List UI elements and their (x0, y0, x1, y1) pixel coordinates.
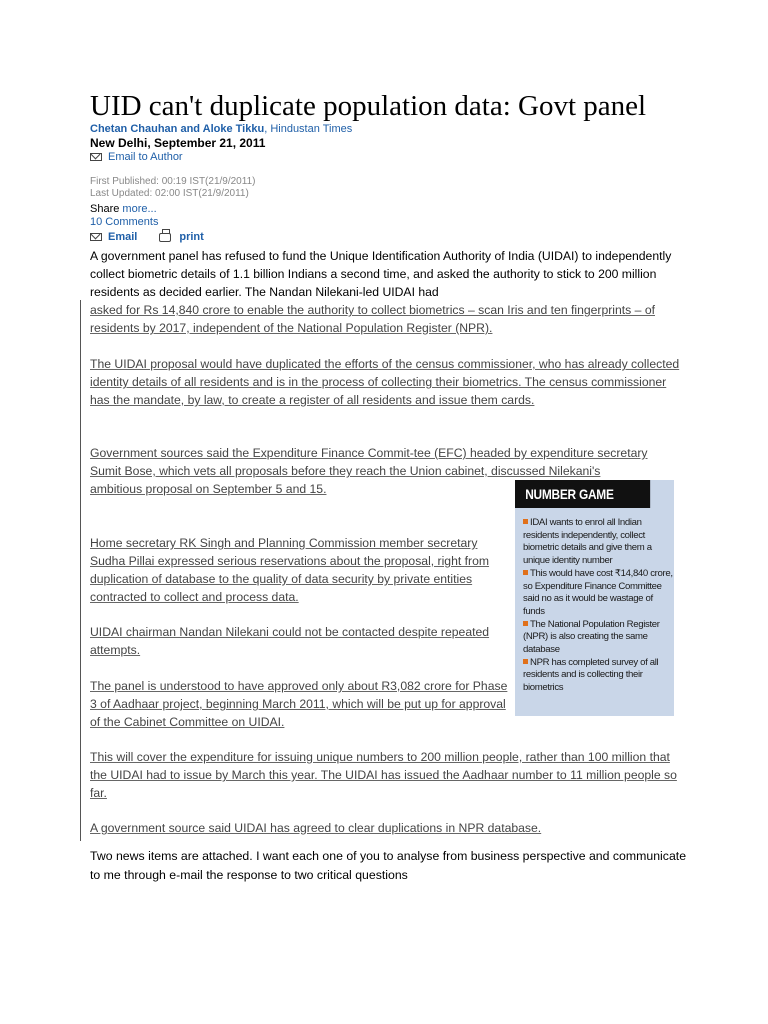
share-label: Share (90, 203, 123, 215)
share-row (90, 202, 157, 216)
bullet-icon (523, 621, 528, 626)
print-button[interactable]: print (179, 231, 204, 243)
paragraph-7[interactable]: This will cover the expenditure for issuing unique numbers to 200 million people, rather than 100 million that the UIDAI had to issue by March this year. The UIDAI has issued the Aadhaar number to 11 million people so far. (90, 750, 677, 800)
dateline: New Delhi, September 21, 2011 (90, 136, 266, 150)
envelope-icon (90, 153, 102, 161)
email-author-link[interactable] (90, 150, 183, 164)
number-game-item (523, 517, 673, 568)
email-author-label: Email to Author (108, 151, 183, 163)
number-game-title: NUMBER GAME (515, 480, 650, 508)
paragraph-1-link[interactable]: asked for Rs 14,840 crore to enable the authority to collect biometrics – scan Iris and ten fingerprints – of residents by 2017, independent of the National Population Register (NPR). (90, 303, 655, 335)
bullet-icon (523, 659, 528, 664)
number-game-item-text: NPR has completed survey of all residents and is collecting their biometrics (523, 656, 659, 694)
bullet-icon (523, 570, 528, 575)
paragraph-1: A government panel has refused to fund the Unique Identification Authority of India (UIDAI) to independently collect biometric details of 1.1 billion Indians a second time, and asked the authority to stick to 200 million residents as decided earlier. The Nandan Nilekani-led UIDAI had (90, 249, 672, 299)
comments-link[interactable]: 10 Comments (90, 216, 159, 228)
number-game-box (515, 480, 674, 716)
printer-icon (159, 233, 171, 242)
quote-rule (80, 300, 81, 841)
share-more-link[interactable]: more... (122, 203, 157, 215)
number-game-item-text: IDAI wants to enrol all Indian residents independently, collect biometric details and give them a unique identity number (523, 517, 652, 567)
number-game-item (523, 568, 673, 619)
paragraph-6[interactable]: The panel is understood to have approved only about R3,082 crore for Phase 3 of Aadhaar project, beginning March 2011, which will be put up for approval of the Cabinet Committee on UIDAI. (90, 679, 508, 729)
paragraph-4[interactable]: Home secretary RK Singh and Planning Commission member secretary Sudha Pillai expressed serious reservations about the proposal, right from duplication of database to the quality of data security by private entities contracted to collect and process data. (90, 536, 490, 604)
bullet-icon (523, 519, 528, 524)
envelope-icon (90, 233, 102, 241)
authors-link[interactable]: Chetan Chauhan and Aloke Tikku (90, 123, 265, 135)
paragraph-3[interactable]: Government sources said the Expenditure Finance Commit-tee (EFC) headed by expenditure secretary Sumit Bose, which vets all proposals before they reach the Union cabinet, discussed Nilekani's ambitious proposal on September 5 and 15. (90, 446, 648, 496)
byline (90, 122, 352, 136)
paragraph-2[interactable]: The UIDAI proposal would have duplicated the efforts of the census commissioner, who has already collected identity details of all residents and is in the process of collecting their biometrics. The census commissioner has the mandate, by law, to create a register of all residents and issue them cards. (90, 357, 680, 407)
email-button[interactable]: Email (108, 231, 138, 243)
last-updated: Last Updated: 02:00 IST(21/9/2011) (90, 188, 249, 199)
number-game-item-text: This would have cost ₹14,840 crore, so Expenditure Finance Committee said no as it would be wastage of funds (523, 567, 673, 617)
number-game-item-text: The National Population Register (NPR) is also creating the same database (523, 618, 660, 656)
number-game-item (523, 657, 673, 695)
number-game-item (523, 619, 673, 657)
first-published: First Published: 00:19 IST(21/9/2011) (90, 176, 256, 187)
publication-name: , Hindustan Times (264, 123, 353, 135)
article-actions (90, 230, 204, 244)
paragraph-5[interactable]: UIDAI chairman Nandan Nilekani could not be contacted despite repeated attempts. (90, 625, 490, 657)
assignment-note: Two news items are attached. I want each one of you to analyse from business perspective and communicate to me through e-mail the response to two critical questions (90, 849, 687, 882)
number-game-list (523, 517, 673, 695)
paragraph-8[interactable]: A government source said UIDAI has agreed to clear duplications in NPR database. (90, 821, 542, 835)
headline: UID can't duplicate population data: Govt panel (90, 90, 647, 122)
